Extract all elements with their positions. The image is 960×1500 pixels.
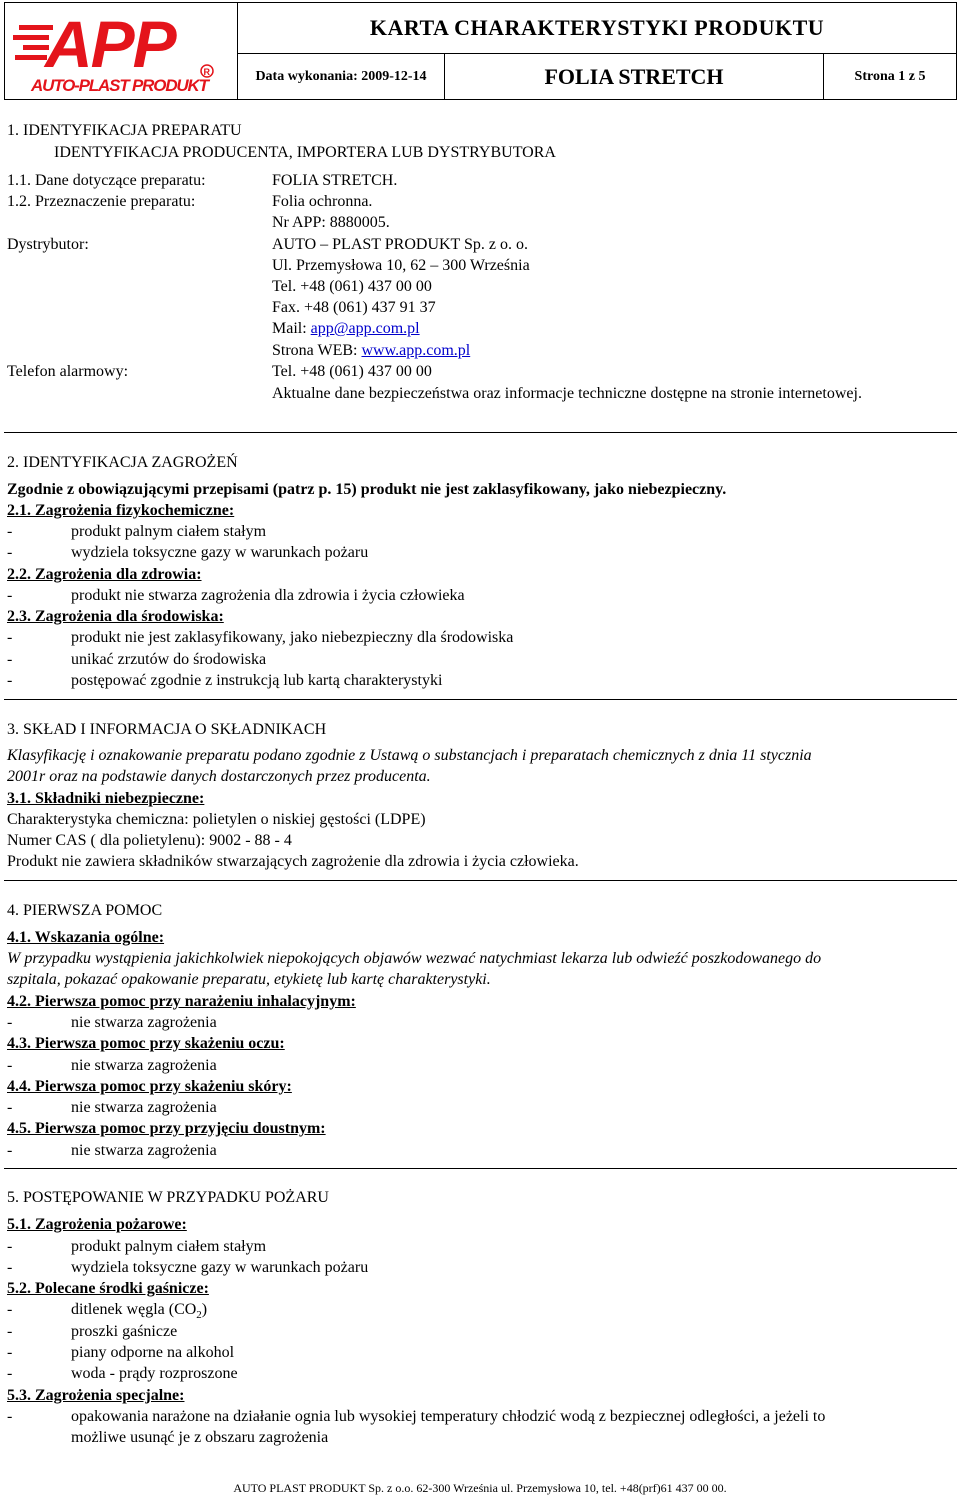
page-number: Strona 1 z 5 xyxy=(854,68,926,84)
composition-intro-line-1: Klasyfikację i oznakowanie preparatu podano zgodnie z Ustawą o substancjach i preparatach chemicznych z dnia 11 stycznia xyxy=(7,747,812,764)
divider xyxy=(4,1168,957,1169)
creation-date: Data wykonania: 2009-12-14 xyxy=(238,54,445,99)
bullet-dash: - xyxy=(7,1323,13,1340)
label-preparation-data: 1.1. Dane dotyczące preparatu: xyxy=(7,172,206,189)
heading-4-5: 4.5. Pierwsza pomoc przy przyjęciu doustnym: xyxy=(7,1120,326,1137)
section-2-title: 2. IDENTYFIKACJA ZAGROŻEŃ xyxy=(7,454,238,471)
label-preparation-purpose: 1.2. Przeznaczenie preparatu: xyxy=(7,193,196,210)
divider xyxy=(4,432,957,433)
co2-subscript: 2 xyxy=(196,1309,202,1322)
website-link[interactable]: www.app.com.pl xyxy=(361,342,471,359)
heading-2-1: 2.1. Zagrożenia fizykochemiczne: xyxy=(7,502,235,519)
distributor-web-row xyxy=(272,342,470,360)
bullet-dash: - xyxy=(7,672,13,689)
list-item: proszki gaśnicze xyxy=(71,1323,178,1340)
bullet-dash: - xyxy=(7,544,13,561)
bullet-dash: - xyxy=(7,1259,13,1276)
list-item: woda - prądy rozproszone xyxy=(71,1365,238,1382)
heading-2-2: 2.2. Zagrożenia dla zdrowia: xyxy=(7,566,202,583)
list-item: wydziela toksyczne gazy w warunkach pożaru xyxy=(71,1259,369,1276)
heading-5-1: 5.1. Zagrożenia pożarowe: xyxy=(7,1216,187,1233)
emergency-phone: Tel. +48 (061) 437 00 00 xyxy=(272,363,432,380)
bullet-dash: - xyxy=(7,1408,13,1425)
document-title: KARTA CHARAKTERYSTYKI PRODUKTU xyxy=(238,3,956,54)
bullet-dash: - xyxy=(7,1142,13,1159)
heading-4-1: 4.1. Wskazania ogólne: xyxy=(7,929,165,946)
distributor-fax: Fax. +48 (061) 437 91 37 xyxy=(272,299,436,316)
mail-label: Mail: xyxy=(272,320,311,337)
value-preparation-name: FOLIA STRETCH. xyxy=(272,172,398,189)
product-name: FOLIA STRETCH xyxy=(445,54,824,99)
list-item-continuation: możliwe usunąć je z obszaru zagrożenia xyxy=(71,1429,329,1446)
website-note: Aktualne dane bezpieczeństwa oraz informacje techniczne dostępne na stronie internetowej. xyxy=(272,385,862,402)
list-item: nie stwarza zagrożenia xyxy=(71,1014,217,1031)
section-1-title: 1. IDENTYFIKACJA PREPARATU xyxy=(7,122,242,139)
bullet-dash: - xyxy=(7,651,13,668)
list-item: unikać zrzutów do środowiska xyxy=(71,651,267,668)
list-item: nie stwarza zagrożenia xyxy=(71,1099,217,1116)
heading-3-1: 3.1. Składniki niebezpieczne: xyxy=(7,790,205,807)
list-item: produkt palnym ciałem stałym xyxy=(71,1238,267,1255)
document-header xyxy=(4,2,957,100)
divider xyxy=(4,699,957,700)
heading-5-2: 5.2. Polecane środki gaśnicze: xyxy=(7,1280,209,1297)
section-5-title: 5. POSTĘPOWANIE W PRZYPADKU POŻARU xyxy=(7,1189,329,1206)
bullet-dash: - xyxy=(7,587,13,604)
first-aid-general-line-2: szpitala, pokazać opakowanie preparatu, etykietę lub kartę charakterystyki. xyxy=(7,971,491,988)
mail-link[interactable]: app@app.com.pl xyxy=(310,320,420,337)
divider xyxy=(4,880,957,881)
hazard-classification: Zgodnie z obowiązującymi przepisami (patrz p. 15) produkt nie jest zaklasyfikowany, jako niebezpieczny. xyxy=(7,481,727,498)
composition-intro-line-2: 2001r oraz na podstawie danych dostarczonych przez producenta. xyxy=(7,768,431,785)
bullet-dash: - xyxy=(7,1238,13,1255)
list-item: produkt palnym ciałem stałym xyxy=(71,523,267,540)
list-item: postępować zgodnie z instrukcją lub kartą charakterystyki xyxy=(71,672,443,689)
logo-subtext: AUTO-PLAST PRODUKT xyxy=(31,76,209,95)
distributor-tel: Tel. +48 (061) 437 00 00 xyxy=(272,278,432,295)
list-item: piany odporne na alkohol xyxy=(71,1344,235,1361)
composition-note: Produkt nie zawiera składników stwarzających zagrożenie dla zdrowia i życia człowieka. xyxy=(7,853,579,870)
first-aid-general-line-1: W przypadku wystąpienia jakichkolwiek niepokojących objawów wezwać natychmiast lekarza lub odwieźć poszkodowanego do xyxy=(7,950,822,967)
list-item: nie stwarza zagrożenia xyxy=(71,1142,217,1159)
app-logo xyxy=(5,3,238,99)
section-1-subtitle: IDENTYFIKACJA PRODUCENTA, IMPORTERA LUB DYSTRYBUTORA xyxy=(54,144,556,161)
page-footer: AUTO PLAST PRODUKT Sp. z o.o. 62-300 Września ul. Przemysłowa 10, tel. +48(prf)61 437 00 00. xyxy=(233,1481,727,1495)
cas-number: Numer CAS ( dla polietylenu): 9002 - 88 - 4 xyxy=(7,832,292,849)
svg-text:R: R xyxy=(203,67,210,77)
app-logo-graphic xyxy=(5,3,237,99)
bullet-dash: - xyxy=(7,1301,13,1318)
bullet-dash: - xyxy=(7,1099,13,1116)
bullet-dash: - xyxy=(7,1344,13,1361)
list-item: produkt nie stwarza zagrożenia dla zdrowia i życia człowieka xyxy=(71,587,465,604)
distributor-mail-row xyxy=(272,320,420,338)
bullet-dash: - xyxy=(7,629,13,646)
bullet-dash: - xyxy=(7,1014,13,1031)
list-item: wydziela toksyczne gazy w warunkach pożaru xyxy=(71,544,369,561)
label-emergency-phone: Telefon alarmowy: xyxy=(7,363,129,380)
label-distributor: Dystrybutor: xyxy=(7,236,89,253)
section-4-title: 4. PIERWSZA POMOC xyxy=(7,902,163,919)
list-item: produkt nie jest zaklasyfikowany, jako niebezpieczny dla środowiska xyxy=(71,629,514,646)
heading-4-4: 4.4. Pierwsza pomoc przy skażeniu skóry: xyxy=(7,1078,292,1095)
co2-text: ditlenek węgla (CO xyxy=(71,1301,197,1318)
chemical-characteristic: Charakterystyka chemiczna: polietylen o niskiej gęstości (LDPE) xyxy=(7,811,426,828)
heading-4-3: 4.3. Pierwsza pomoc przy skażeniu oczu: xyxy=(7,1035,285,1052)
distributor-street: Ul. Przemysłowa 10, 62 – 300 Września xyxy=(272,257,530,274)
bullet-dash: - xyxy=(7,1057,13,1074)
value-preparation-purpose: Folia ochronna. xyxy=(272,193,373,210)
distributor-company: AUTO – PLAST PRODUKT Sp. z o. o. xyxy=(272,236,529,253)
co2-close: ) xyxy=(201,1301,208,1318)
app-number: Nr APP: 8880005. xyxy=(272,214,390,231)
heading-4-2: 4.2. Pierwsza pomoc przy narażeniu inhalacyjnym: xyxy=(7,993,356,1010)
bullet-dash: - xyxy=(7,523,13,540)
list-item: opakowania narażone na działanie ognia lub wysokiej temperatury chłodzić wodą z bezpiecznej odległości, a jeżeli to xyxy=(71,1408,826,1425)
bullet-dash: - xyxy=(7,1365,13,1382)
heading-2-3: 2.3. Zagrożenia dla środowiska: xyxy=(7,608,224,625)
web-label: Strona WEB: xyxy=(272,342,362,359)
section-3-title: 3. SKŁAD I INFORMACJA O SKŁADNIKACH xyxy=(7,721,327,738)
logo-text: APP xyxy=(45,7,175,81)
list-item xyxy=(71,1301,207,1324)
heading-5-3: 5.3. Zagrożenia specjalne: xyxy=(7,1387,185,1404)
list-item: nie stwarza zagrożenia xyxy=(71,1057,217,1074)
